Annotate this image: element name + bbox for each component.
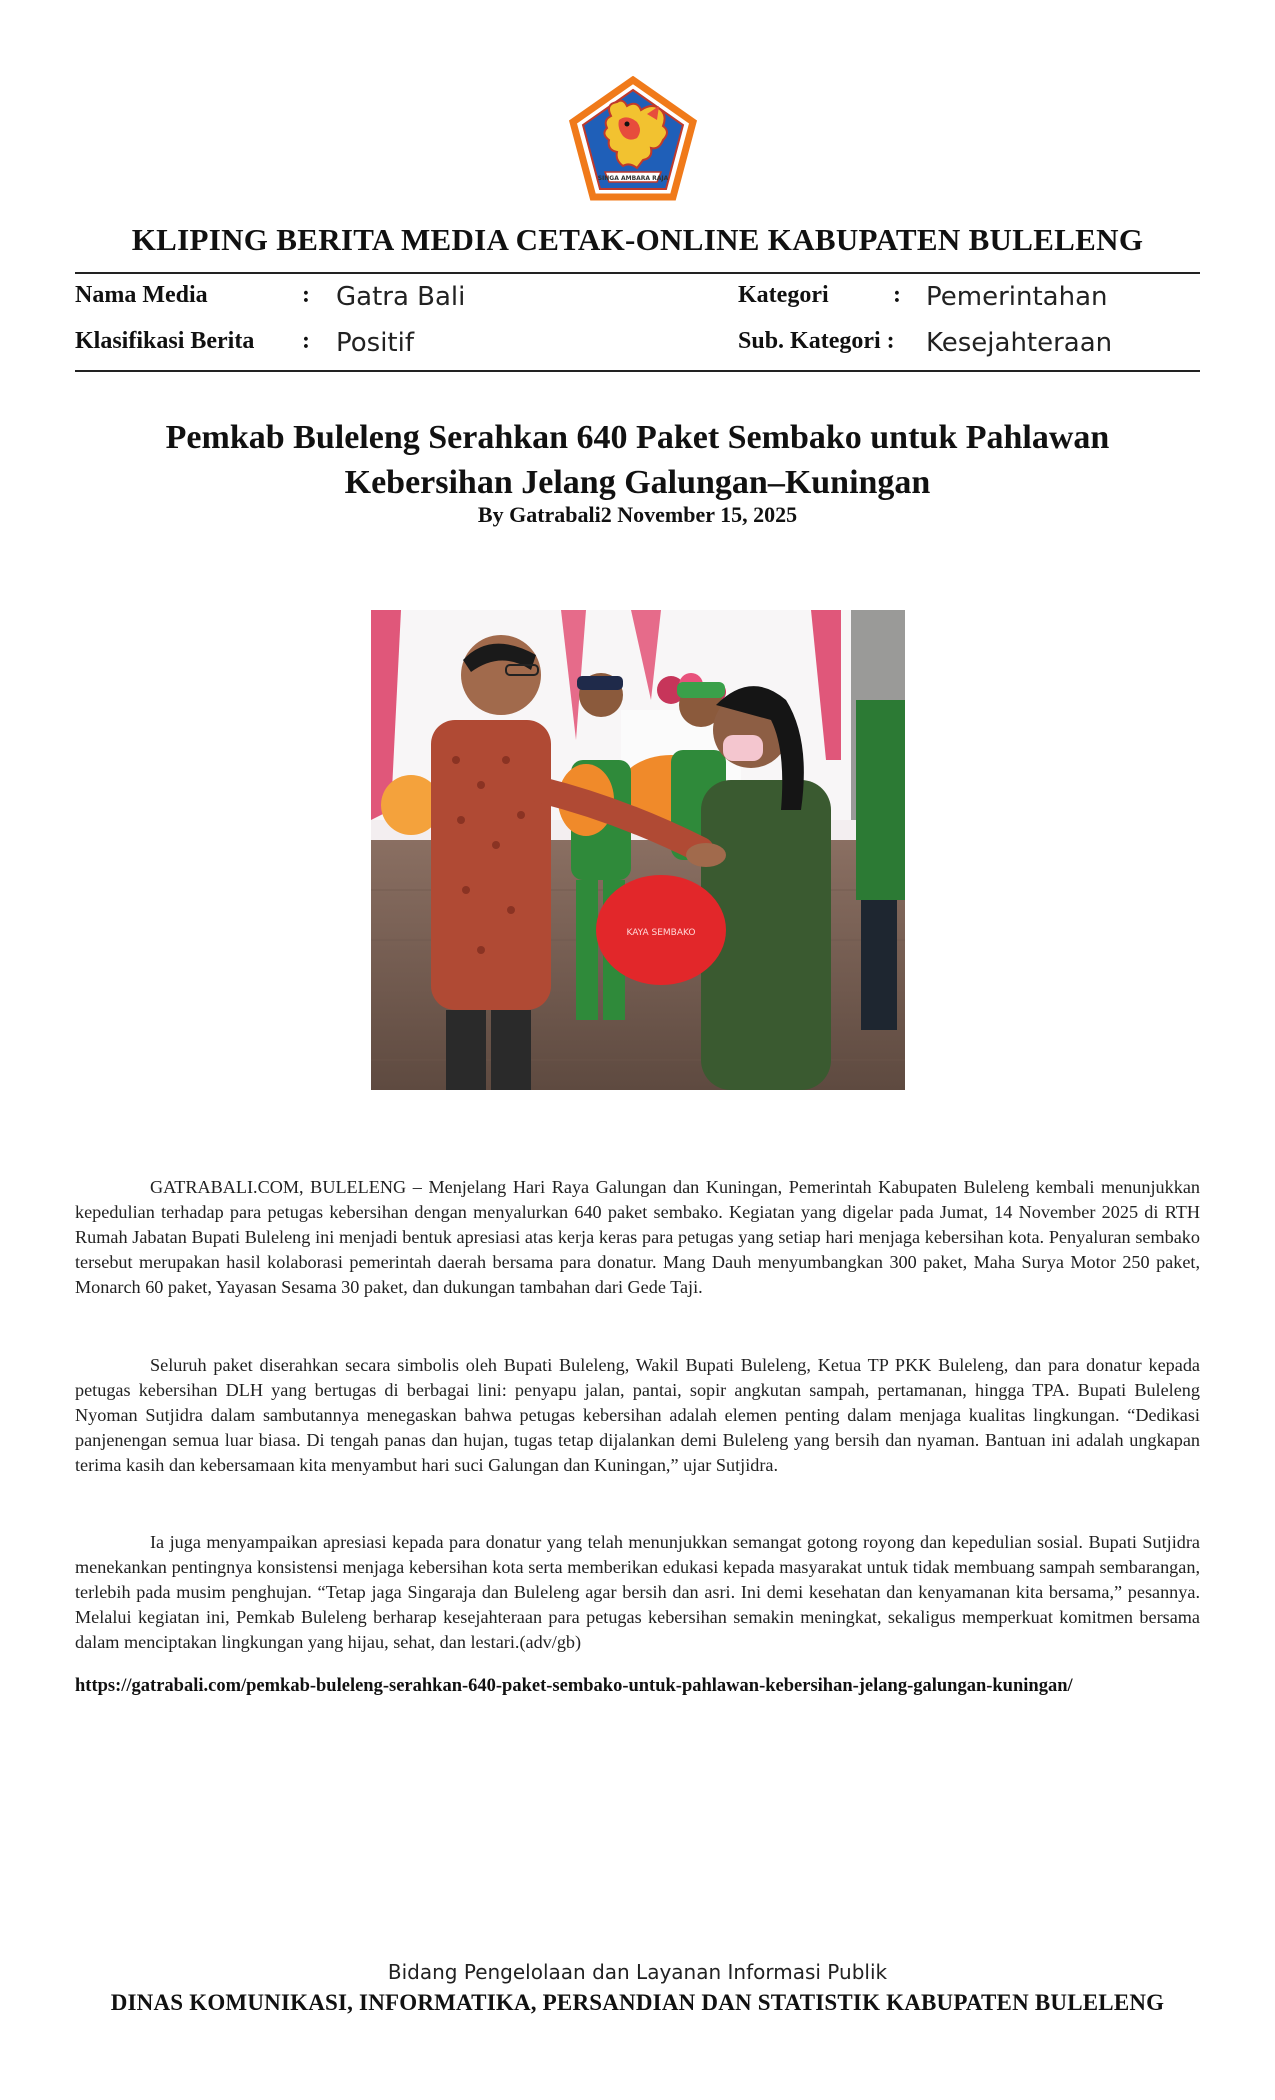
headline-line-1: Pemkab Buleleng Serahkan 640 Paket Sembako untuk Pahlawan: [165, 419, 1110, 456]
media-value: Gatra Bali: [336, 282, 466, 312]
article-paragraph-1: GATRABALI.COM, BULELENG – Menjelang Hari Raya Galungan dan Kuningan, Pemerintah Kabupaten Buleleng kembali menunjukkan kepedulian terhadap para petugas kebersihan dengan menyalurkan 640 paket sembako. Kegiatan yang digelar pada Jumat, 14 November 2025 di RTH Rumah Jabatan Bupati Buleleng ini menjadi bentuk apresiasi atas kerja keras para petugas yang setiap hari menjaga kebersihan kota. Penyaluran sembako tersebut merupakan hasil kolaborasi pemerintah daerah bersama para donatur. Mang Dauh menyumbangkan 300 paket, Maha Surya Motor 250 paket, Monarch 60 paket, Yayasan Sesama 30 paket, dan dukungan tambahan dari Gede Taji.: [75, 1177, 1200, 1297]
bottom-divider: [75, 370, 1200, 372]
article-headline: [75, 415, 1200, 505]
classification-value: Positif: [336, 328, 414, 358]
media-label: Nama Media: [75, 282, 208, 308]
bag-label: KAYA SEMBAKO: [626, 928, 696, 938]
top-divider: [75, 272, 1200, 274]
classification-colon: :: [302, 328, 310, 354]
article-paragraph-2: Seluruh paket diserahkan secara simbolis oleh Bupati Buleleng, Wakil Bupati Buleleng, Ketua TP PKK Buleleng, dan para donatur kepada petugas kebersihan DLH yang bertugas di berbagai lini: penyapu jalan, pantai, sopir angkutan sampah, pertamanan, hingga TPA. Bupati Buleleng Nyoman Sutjidra dalam sambutannya menegaskan bahwa petugas kebersihan adalah elemen penting dalam menjaga kualitas lingkungan. “Dedikasi panjenengan semua luar biasa. Di tengah panas dan hujan, tugas tetap dijalankan demi Buleleng yang bersih dan nyaman. Bantuan ini adalah ungkapan terima kasih dan kebersamaan kita menyambut hari suci Galungan dan Kuningan,” ujar Sutjidra.: [75, 1355, 1200, 1475]
article-photo: [371, 610, 905, 1090]
headline-line-2: Kebersihan Jelang Galungan–Kuningan: [344, 464, 931, 501]
masthead-title: KLIPING BERITA MEDIA CETAK-ONLINE KABUPATEN BULELENG: [131, 222, 1144, 257]
footer-agency: DINAS KOMUNIKASI, INFORMATIKA, PERSANDIAN DAN STATISTIK KABUPATEN BULELENG: [110, 1990, 1165, 2015]
category-colon: :: [893, 282, 901, 308]
article-paragraph-3: Ia juga menyampaikan apresiasi kepada para donatur yang telah menunjukkan semangat gotong royong dan kepedulian sosial. Bupati Sutjidra menekankan pentingnya konsistensi menjaga kebersihan kota serta memberikan edukasi kepada masyarakat untuk tidak membuang sampah sembarangan, terlebih pada musim penghujan. “Tetap jaga Singaraja dan Buleleng agar bersih dan asri. Ini demi kesehatan dan kenyamanan kita bersama,” pesannya. Melalui kegiatan ini, Pemkab Buleleng berharap kesejahteraan para petugas kebersihan semakin meningkat, sekaligus memperkuat komitmen bersama dalam menciptakan lingkungan yang hijau, sehat, dan lestari.(adv/gb): [75, 1532, 1200, 1652]
subcategory-label: Sub. Kategori :: [738, 328, 895, 354]
category-label: Kategori: [738, 282, 829, 308]
emblem-motto: SINGA AMBARA RAJA: [597, 175, 669, 182]
classification-label: Klasifikasi Berita: [75, 328, 255, 354]
media-colon: :: [302, 282, 310, 308]
category-value: Pemerintahan: [926, 282, 1108, 312]
footer-division: Bidang Pengelolaan dan Layanan Informasi Publik: [387, 1960, 888, 1984]
source-url-link[interactable]: https://gatrabali.com/pemkab-buleleng-serahkan-640-paket-sembako-untuk-pahlawan-kebersihan-jelang-galungan-kuningan/: [75, 1676, 1073, 1696]
article-byline: By Gatrabali2 November 15, 2025: [477, 502, 798, 527]
regency-emblem-icon: [567, 76, 699, 201]
subcategory-value: Kesejahteraan: [926, 328, 1113, 358]
